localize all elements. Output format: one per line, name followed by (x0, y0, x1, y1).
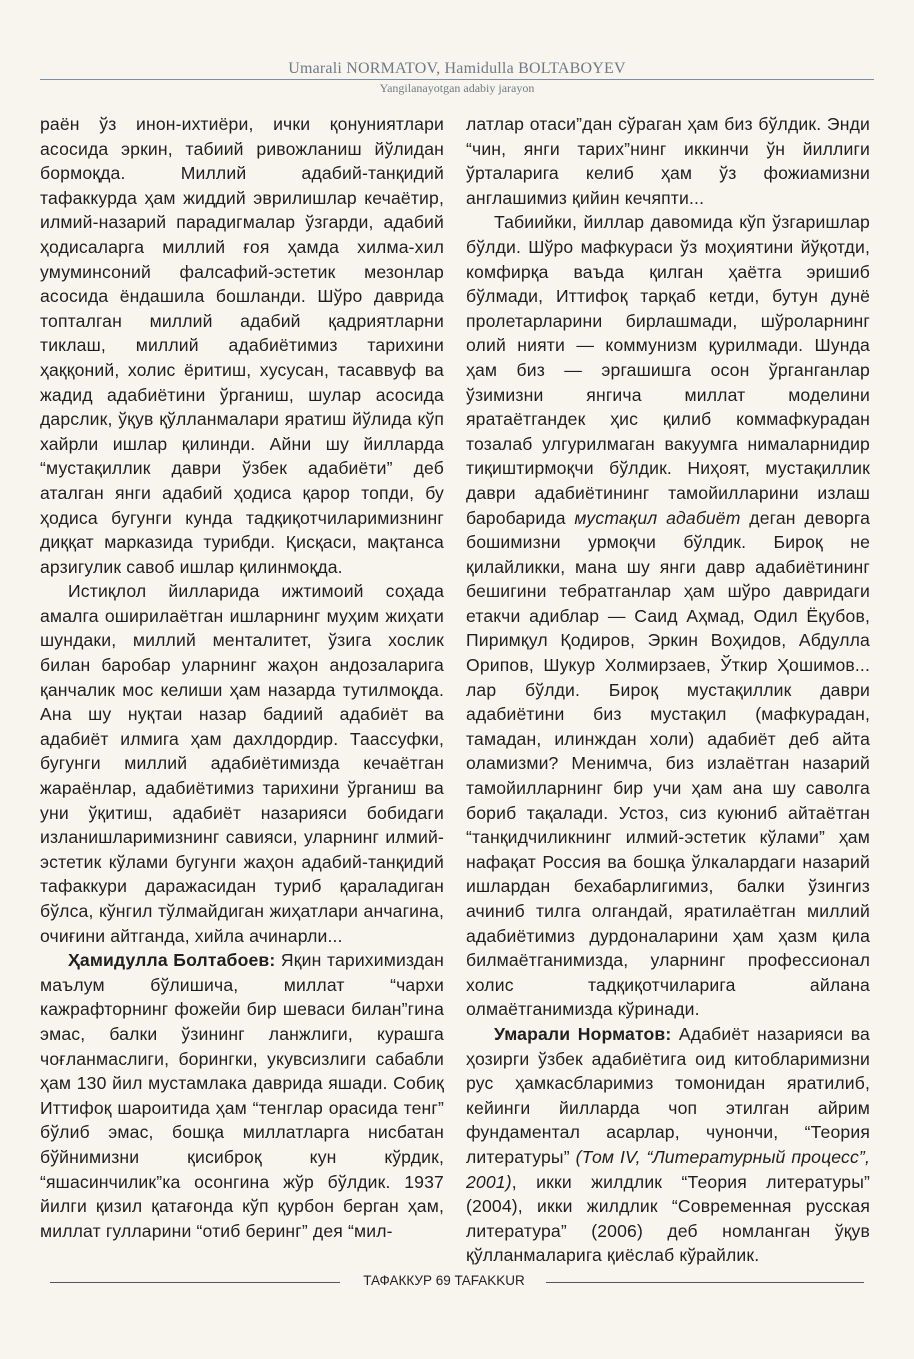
italic-run: мустақил адабиёт (574, 507, 741, 528)
text-run: , икки жилдлик “Теория литературы” (2004), икки жилдлик “Современная русская литература” (2006) деб номланган ўқув қўлланмаларига қиёслаб кўрайлик. (466, 1171, 870, 1266)
footer-rule-right (546, 1282, 864, 1283)
text-run: деган деворга бошимизни урмоқчи бўлдик. Бироқ не қилайликки, мана шу янги давр адабиётининг бешигини тебратганлар ҳам шўро давридаги етакчи адиблар — Саид Аҳмад, Одил Ёқубов, Пиримқул Қодиров, Эркин Воҳидов, Абдулла Орипов, Шукур Холмирзаев, Ўткир Ҳошимов... лар бўлди. Бироқ мустақиллик даври адабиётини биз мустақил (мафкурадан, тамадан, илинждан холи) адабиёт деб айта оламизми? Менимча, биз излаётган назарий тамойилларнинг бир учи ҳам ана шу саволга бориб тақалади. Устоз, сиз куюниб айтаётган “танқидчиликнинг илмий-эстетик кўлами” ҳам нафақат Россия ва бошқа ўлкалардаги назарий ишлардан бехабарлигимиз, балки ўзингиз ачиниб тилга олгандай, яратилаётган миллий адабиётимиз дурдоналарини ҳам ҳазм қила билмаётганимизда, уларнинг профессионал холис тадқиқотчиларига айлана олмаётганимизда кўринади. (466, 507, 871, 1020)
text-run: Табиийки, йиллар давомида кўп ўзгаришлар бўлди. Шўро мафкураси ўз моҳиятини йўқотди, комфирқа ваъда қилган ҳаётга эришиб бўлмади, Иттифоқ тарқаб кетди, бутун дунё пролетарларини бирлашмади, шўроларнинг олий нияти — коммунизм қурилмади. Шунда ҳам биз — эргашишга осон ўрганганлар ўзимизни янгича миллат моделини яратаётгандек ҳис қилиб коммафкурадан тозалаб улгурилмаган вакуумга нималарнидир тиқиштирмоқчи бўлдик. Ниҳоят, мустақиллик даври адабиётининг тамойилларини излаш баробарида (466, 212, 870, 528)
right-column (466, 112, 870, 1268)
speaker-name: Ҳамидулла Болтабоев: (68, 950, 276, 971)
footer-page-label: ТАФАККУР 69 TAFAKKUR (363, 1273, 525, 1288)
paragraph-continued: латлар отаси”дан сўраган ҳам биз бўлдик. Энди “чин, янги тарих”нинг иккинчи ўн йиллиги ўрталарига келиб ҳам ўз фожиамизни англашимиз қийин кечяпти... (466, 114, 870, 208)
page-footer (50, 1272, 864, 1292)
speaker-text: Яқин тарихимиздан маълум бўлишича, миллат “чархи кажрафторнинг фожейи бир шеваси билан”гина эмас, балки ўзининг ланжлиги, курашга чоғланмаслиги, борингки, укувсизлиги сабабли ҳам 130 йил мустамлака даврида яшади. Собиқ Иттифоқ шароитида ҳам “тенглар орасида тенг” бўлиб эмас, бошқа миллатларга нисбатан бўйнимизни қисиброқ кун кўрдик, “яшасинчилик”ка осонгина жўр бўлдик. 1937 йилги қизил қатағонда кўп қурбон берган ҳам, миллат гулларини “отиб беринг” дея “мил- (40, 950, 444, 1241)
italic-run: (Том IV, “Литературный процесс”, 2001) (466, 1146, 870, 1192)
speaker-text: Адабиёт назарияси ва ҳозирги ўзбек адабиётига оид китобларимизни рус ҳамкасбларимиз томонидан яратилиб, кейинги йилларда чоп этилган айрим фундаментал асарлар, чунончи, “Теория литературы” (466, 1023, 870, 1167)
page-header (40, 60, 874, 95)
speaker-paragraph (40, 948, 444, 1243)
left-column (40, 112, 444, 1243)
speaker-paragraph (466, 1022, 870, 1268)
paragraph-continued: раён ўз инон-ихтиёри, ички қонуниятлари асосида эркин, табиий ривожланиш йўлидан бормоқда. Миллий адабий-танқидий тафаккурда ҳам жиддий эврилишлар кечаётир, илмий-назарий парадигмалар ўзгарди, адабий ҳодисаларга миллий ғоя ҳамда хилма-хил умуминсоний фалсафий-эстетик мезонлар асосида ёндашила бошланди. Шўро даврида топталган миллий адабий қадриятларни тиклаш, миллий адабиётимиз тарихини ҳаққоний, холис ёритиш, хусусан, тасаввуф ва жадид адабиётини ўрганиш, шулар асосида дарслик, ўқув қўлланмалари яратиш йўлида кўп хайрли ишлар қилинди. Айни шу йилларда “мустақиллик даври ўзбек адабиёти” деб аталган янги адабий ҳодиса қарор топди, бу ҳодиса бугунги кунда тадқиқотчиларимизнинг диққат марказида турибди. Қисқаси, мақтанса арзигулик савоб ишлар қилинмоқда. (40, 114, 444, 577)
header-rule (40, 79, 874, 80)
paragraph: Истиқлол йилларида ижтимоий соҳада амалга оширилаётган ишларнинг муҳим жиҳати шундаки, миллий менталитет, ўзига хослик билан баробар уларнинг жаҳон андозаларига қанчалик мос келиши ҳам назарда тутилмоқда. Ана шу нуқтаи назар бадиий адабиёт ва адабиёт илмига ҳам дахлдордир. Таассуфки, бугунги миллий адабиётимизда кечаётган жараёнлар, адабиётимиз тарихини ўрганиш ва уни ўқитиш, адабиёт назарияси бобидаги изланишларимизнинг савияси, уларнинг илмий-эстетик кўлами бугунги жаҳон адабий-танқидий тафаккури даражасидан туриб қараладиган бўлса, кўнгил тўлмайдиган жиҳатлари анчагина, очиғини айтганда, хийла ачинарли... (40, 581, 444, 946)
running-head-subtitle: Yangilanayotgan adabiy jarayon (379, 81, 535, 95)
running-head-authors: Umarali NORMATOV, Hamidulla BOLTABOYEV (288, 60, 626, 77)
paragraph (466, 210, 870, 1022)
footer-rule-left (50, 1282, 340, 1283)
speaker-name: Умарали Норматов: (494, 1023, 672, 1044)
